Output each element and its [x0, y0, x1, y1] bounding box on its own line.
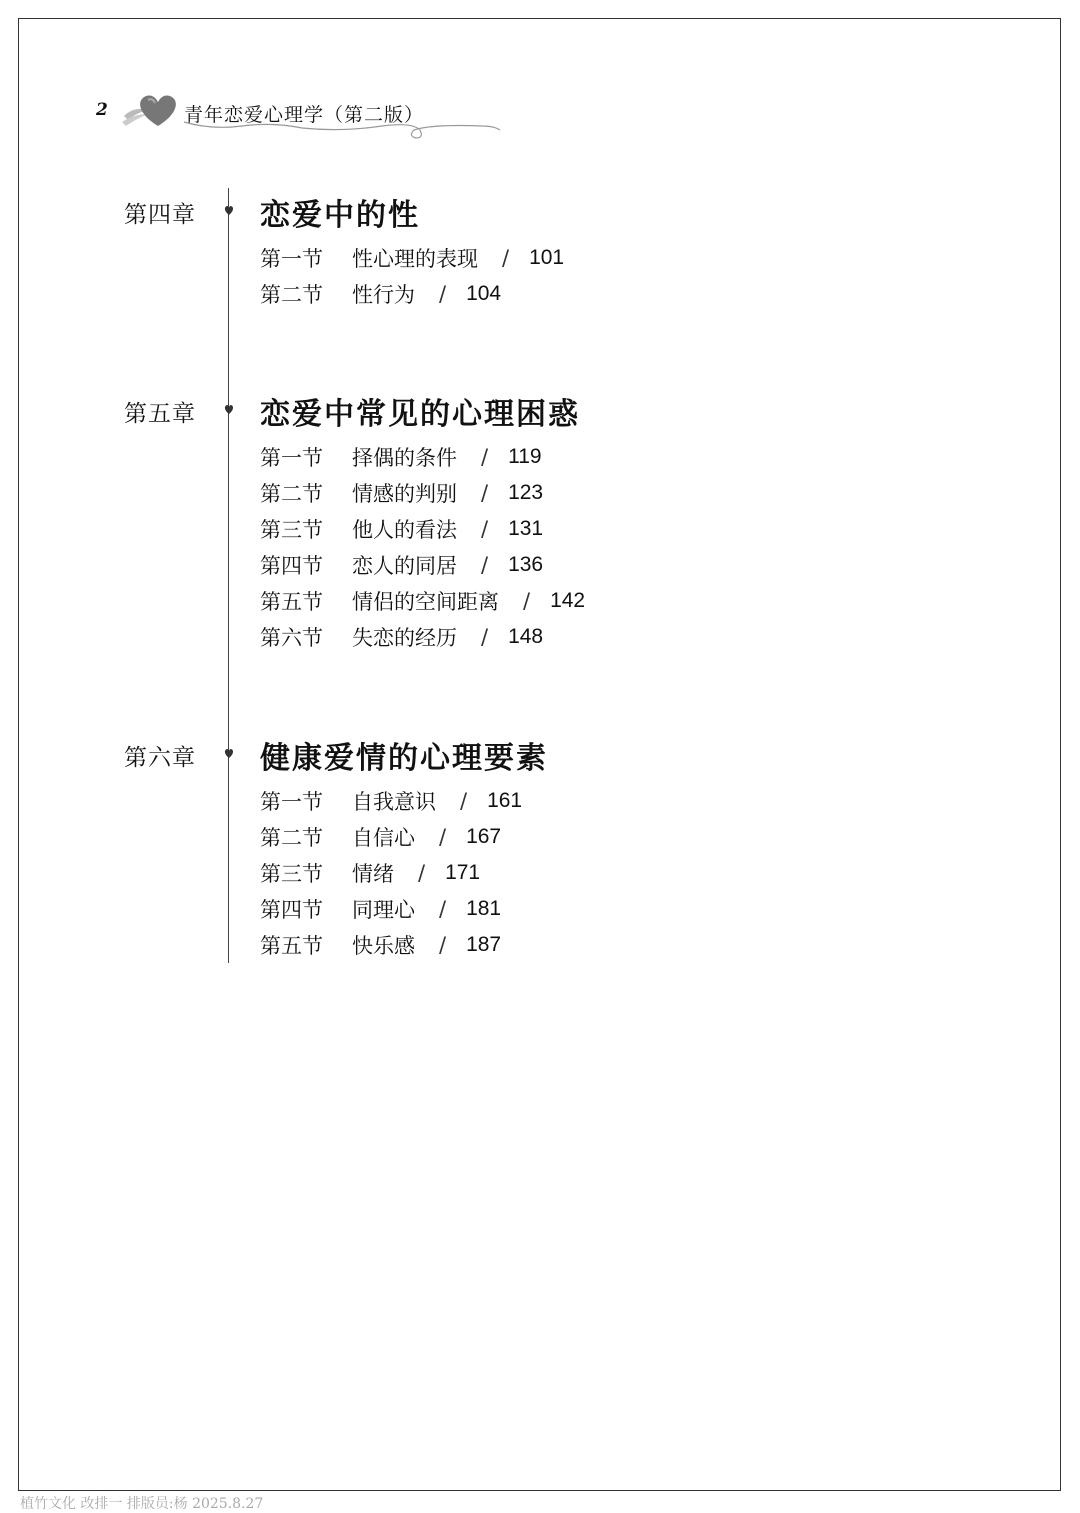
section-title: 恋人的同居: [352, 554, 457, 578]
page-ref: 161: [487, 789, 523, 812]
section-title: 择偶的条件: [352, 446, 457, 470]
bullet-icon: [222, 401, 236, 420]
book-title: 青年恋爱心理学（第二版）: [184, 104, 425, 126]
section-title: 情侣的空间距离: [352, 590, 499, 614]
toc-entry[interactable]: [260, 858, 480, 888]
section-title: 自信心: [352, 826, 415, 850]
section-number: 第五节: [260, 934, 323, 958]
section-title: 性心理的表现: [352, 247, 478, 271]
chapter-title[interactable]: 健康爱情的心理要素: [260, 741, 548, 776]
section-title: 情感的判别: [352, 482, 457, 506]
chapter-title[interactable]: 恋爱中的性: [260, 198, 420, 233]
winged-heart-icon: [118, 86, 188, 134]
section-title: 他人的看法: [352, 518, 457, 542]
toc-entry[interactable]: [260, 279, 501, 309]
section-number: 第二节: [260, 283, 323, 307]
toc-entry[interactable]: [260, 786, 522, 816]
section-title: 自我意识: [352, 790, 436, 814]
separator: /: [481, 481, 489, 505]
section-title: 快乐感: [352, 934, 415, 958]
section-number: 第四节: [260, 554, 323, 578]
section-title: 情绪: [352, 862, 394, 886]
section-number: 第一节: [260, 790, 323, 814]
separator: /: [502, 246, 510, 270]
print-footer: 植竹文化 改排一 排版员:杨 2025.8.27: [20, 1496, 264, 1512]
running-header: [96, 86, 436, 146]
toc-entry[interactable]: [260, 442, 542, 472]
section-title: 性行为: [352, 283, 415, 307]
page-ref: 181: [466, 897, 502, 920]
separator: /: [481, 517, 489, 541]
separator: /: [418, 861, 426, 885]
bullet-icon: [222, 745, 236, 764]
section-number: 第二节: [260, 482, 323, 506]
page-ref: 104: [466, 282, 502, 305]
section-title: 失恋的经历: [352, 626, 457, 650]
toc-entry[interactable]: [260, 622, 543, 652]
page-ref: 142: [550, 589, 586, 612]
page-ref: 131: [508, 517, 544, 540]
separator: /: [523, 589, 531, 613]
section-title: 同理心: [352, 898, 415, 922]
chapter-label: 第五章: [124, 401, 196, 427]
section-number: 第三节: [260, 862, 323, 886]
page-ref: 171: [445, 861, 481, 884]
toc-entry[interactable]: [260, 822, 501, 852]
toc-entry[interactable]: [260, 243, 564, 273]
toc-entry[interactable]: [260, 514, 543, 544]
separator: /: [460, 789, 468, 813]
separator: /: [481, 625, 489, 649]
bullet-icon: [222, 202, 236, 221]
toc-entry[interactable]: [260, 550, 543, 580]
separator: /: [439, 282, 447, 306]
toc-entry[interactable]: [260, 894, 501, 924]
toc-entry[interactable]: [260, 478, 543, 508]
page-ref: 167: [466, 825, 502, 848]
page-number: 2: [96, 100, 108, 120]
page-ref: 101: [529, 246, 565, 269]
section-number: 第四节: [260, 898, 323, 922]
separator: /: [439, 933, 447, 957]
section-number: 第一节: [260, 446, 323, 470]
chapter-title[interactable]: 恋爱中常见的心理困惑: [260, 397, 580, 432]
page-ref: 136: [508, 553, 544, 576]
section-number: 第三节: [260, 518, 323, 542]
chapter-label: 第四章: [124, 202, 196, 228]
page-ref: 148: [508, 625, 544, 648]
toc-entry[interactable]: [260, 586, 585, 616]
toc-timeline: [228, 188, 229, 963]
section-number: 第一节: [260, 247, 323, 271]
section-number: 第二节: [260, 826, 323, 850]
separator: /: [439, 825, 447, 849]
page-ref: 187: [466, 933, 502, 956]
page-ref: 123: [508, 481, 544, 504]
toc-entry[interactable]: [260, 930, 501, 960]
decorative-swirl-icon: [182, 116, 502, 148]
section-number: 第五节: [260, 590, 323, 614]
separator: /: [439, 897, 447, 921]
chapter-label: 第六章: [124, 745, 196, 771]
separator: /: [481, 445, 489, 469]
page-ref: 119: [508, 445, 542, 468]
section-number: 第六节: [260, 626, 323, 650]
separator: /: [481, 553, 489, 577]
